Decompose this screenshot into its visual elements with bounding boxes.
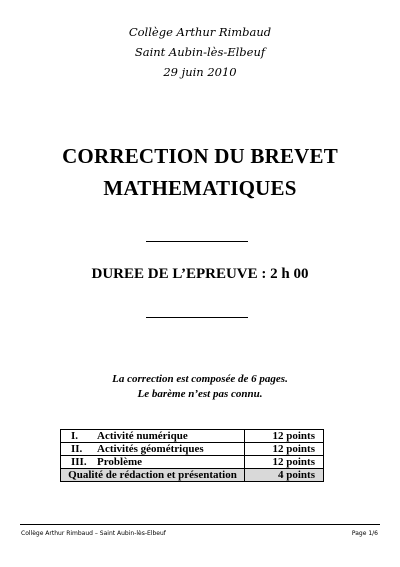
table-row-total [61,469,324,482]
table-cell-activity [61,456,245,469]
note-pages: La correction est composée de 6 pages. [112,373,288,385]
school-name: Collège Arthur Rimbaud [128,25,272,39]
correction-notes [0,372,400,402]
footer-school: Collège Arthur Rimbaud – Saint Aubin-lès-Elbeuf [21,530,166,537]
document-header [0,22,400,82]
title-line-1: CORRECTION DU BREVET [62,144,338,168]
document-title [0,140,400,204]
row-label: Activités géométriques [97,443,204,455]
row-points: 12 points [245,456,324,469]
title-line-2: MATHEMATIQUES [103,176,297,200]
table-row [61,456,324,469]
table-row [61,443,324,456]
score-table [60,429,324,482]
table-cell-activity [61,443,245,456]
note-scale: Le barème n’est pas connu. [137,388,263,400]
row-number: II. [71,443,83,455]
row-number: I. [71,430,79,442]
total-label: Qualité de rédaction et présentation [61,469,245,482]
page-number: Page 1/6 [351,530,378,537]
footer-divider [20,524,380,525]
exam-duration: DUREE DE L’EPREUVE : 2 h 00 [91,266,309,282]
divider-top [146,241,248,242]
total-points: 4 points [245,469,324,482]
row-label: Activité numérique [97,430,188,442]
exam-date: 29 juin 2010 [163,65,237,79]
table-row [61,430,324,443]
school-town: Saint Aubin-lès-Elbeuf [134,45,266,59]
divider-bottom [146,317,248,318]
row-points: 12 points [245,443,324,456]
row-label: Problème [97,456,143,468]
row-number: III. [71,456,87,468]
table-cell-activity [61,430,245,443]
row-points: 12 points [245,430,324,443]
